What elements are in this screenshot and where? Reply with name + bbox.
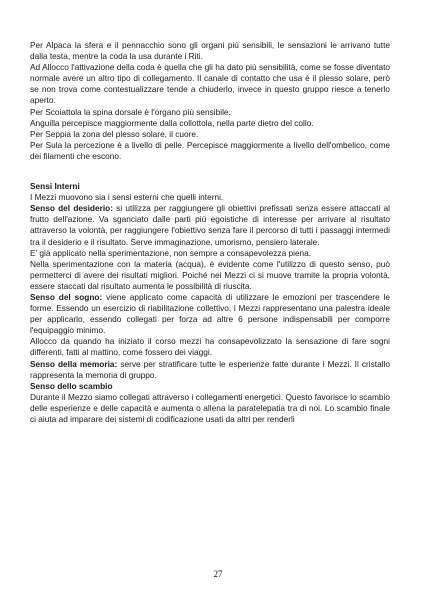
paragraph-desiderio-applicato: E' già applicato nella sperimentazione, non sempre a consapevolezza piena. — [30, 247, 312, 258]
term-senso-sogno: Senso del sogno: — [30, 291, 103, 302]
paragraph-sula: Per Sula la percezione è a livello di pelle. Percepisce maggiormente a livello dell'ombelico, come dei filamenti che escono. — [30, 139, 390, 161]
paragraph-senso-memoria — [30, 359, 390, 381]
paragraph-allocco: Ad Allocco l'attivazione della coda è quella che gli ha dato più sensibilità, come se fosse diventato normale avere un altro tipo di collegamento. Il canale di contatto che usa è il plesso solare, però se non trova come contestualizzare tende a chiuderlo, invece in questo gruppo riesce a tenerlo aperto. — [30, 62, 390, 106]
paragraph-anguilla: Anguilla percepisce maggiormente dalla collottola, nella parte dietro del collo. — [30, 117, 314, 128]
paragraph-senso-scambio: Durante il Mezzo siamo collegati attraverso i collegamenti energetici. Questo favorisce lo scambio delle esperienze e delle capacità e aumenta o allena la paratelepatia tra di noi. Lo scambio finale ci aiuta ad imparare dei sistemi di codificazione usati da altri per renderli — [30, 391, 390, 424]
paragraph-scoiattola: Per Scoiattola la spina dorsale è l'organo più sensibile. — [30, 106, 231, 117]
paragraph-sogno-allocco: Allocco da quando ha iniziato il corso mezzi ha consapevolizzato la sensazione di fare sogni differenti, fatti al mattino, come fossero dei viaggi. — [30, 336, 390, 358]
text-senso-memoria: serve per stratificare tutte le esperienze fatte durante i Mezzi. Il cristallo rappresenta la memoria di gruppo. — [30, 358, 390, 380]
text-senso-desiderio: si utilizza per raggiungere gli obiettivi prefissati senza essere attaccati al frutto dell'azione. Va sganciato dalle parti più egoistiche di interesse per arrivare al risultato attraverso la volontà, per raggiungere l'obiettivo senza fare il percorso di tutti i passaggi intermedi tra il desiderio e il risultato. Serve immaginazione, umorismo, pensiero laterale. — [30, 203, 390, 247]
page-number: 27 — [213, 569, 223, 579]
term-senso-memoria: Senso della memoria: — [30, 358, 118, 369]
section-spacer — [30, 162, 390, 181]
paragraph-seppia: Per Seppia la zona del plesso solare, il cuore. — [30, 128, 199, 139]
heading-senso-scambio: Senso dello scambio — [30, 380, 113, 391]
paragraph-senso-desiderio — [30, 203, 390, 247]
paragraph-senso-sogno — [30, 292, 390, 336]
section-heading-sensi-interni: Sensi Interni — [30, 181, 80, 192]
section-intro: I Mezzi muovono sia i sensi esterni che quelli interni. — [30, 192, 224, 203]
text-senso-sogno: viene applicato come capacità di utilizzare le emozioni per trascendere le forme. Essendo un esercizio di riabilitazione collettivo, i Mezzi rappresentano una palestra ideale per applicarlo, essendo collegati per forza ad altre 6 persone indispensabili per comporre l'equipaggio minimo. — [30, 291, 390, 336]
paragraph-desiderio-materia: Nella sperimentazione con la materia (acqua), è evidente come l'utilizzo di questo senso, può permetterci di avere dei risultati migliori. Poiché nei Mezzi ci si muove tramite la propria volontà, essere staccati dal risultato aumenta le possibilità di riuscita. — [30, 258, 390, 291]
paragraph-alpaca: Per Alpaca la sfera e il pennacchio sono gli organi più sensibili, le sensazioni le arrivano tutte dalla testa, mentre la coda la usa durante i Riti. — [30, 40, 390, 62]
term-senso-desiderio: Senso del desiderio: — [30, 203, 113, 214]
page-body — [30, 40, 390, 425]
